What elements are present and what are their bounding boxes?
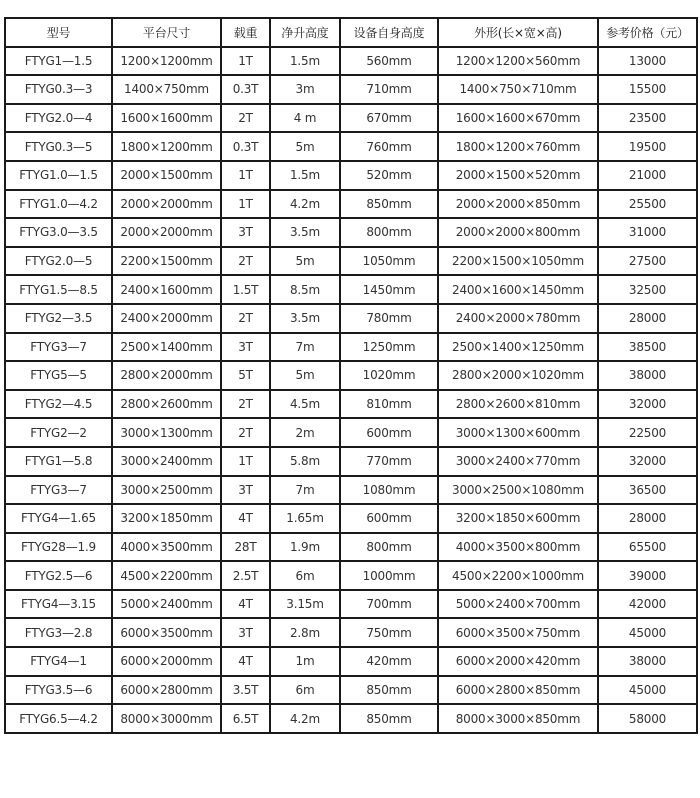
cell-dimensions: 4000×3500×800mm <box>438 533 598 562</box>
cell-price: 32500 <box>598 275 697 304</box>
cell-load: 2T <box>221 304 270 333</box>
cell-lift-height: 1.65m <box>270 504 340 533</box>
cell-load: 2T <box>221 390 270 419</box>
cell-load: 0.3T <box>221 75 270 104</box>
cell-model: FTYG3—7 <box>5 333 112 362</box>
cell-load: 1.5T <box>221 275 270 304</box>
cell-platform-size: 2400×2000mm <box>112 304 221 333</box>
table-row <box>5 447 697 476</box>
cell-self-height: 560mm <box>340 47 438 76</box>
cell-model: FTYG6.5—4.2 <box>5 704 112 733</box>
cell-dimensions: 6000×3500×750mm <box>438 618 598 647</box>
cell-dimensions: 5000×2400×700mm <box>438 590 598 619</box>
cell-dimensions: 2800×2600×810mm <box>438 390 598 419</box>
cell-dimensions: 3200×1850×600mm <box>438 504 598 533</box>
cell-self-height: 850mm <box>340 704 438 733</box>
cell-self-height: 1080mm <box>340 476 438 505</box>
cell-price: 65500 <box>598 533 697 562</box>
cell-price: 38000 <box>598 647 697 676</box>
cell-self-height: 810mm <box>340 390 438 419</box>
cell-platform-size: 2000×1500mm <box>112 161 221 190</box>
cell-dimensions: 2800×2000×1020mm <box>438 361 598 390</box>
cell-self-height: 1050mm <box>340 247 438 276</box>
cell-lift-height: 1m <box>270 647 340 676</box>
cell-price: 42000 <box>598 590 697 619</box>
cell-model: FTYG2.0—5 <box>5 247 112 276</box>
table-row <box>5 304 697 333</box>
cell-model: FTYG3.0—3.5 <box>5 218 112 247</box>
cell-model: FTYG2.0—4 <box>5 104 112 133</box>
table-row <box>5 618 697 647</box>
cell-lift-height: 1.5m <box>270 161 340 190</box>
cell-dimensions: 3000×1300×600mm <box>438 418 598 447</box>
cell-price: 22500 <box>598 418 697 447</box>
cell-dimensions: 2400×1600×1450mm <box>438 275 598 304</box>
cell-platform-size: 1400×750mm <box>112 75 221 104</box>
cell-lift-height: 6m <box>270 561 340 590</box>
cell-price: 39000 <box>598 561 697 590</box>
cell-load: 28T <box>221 533 270 562</box>
cell-lift-height: 2m <box>270 418 340 447</box>
cell-platform-size: 4000×3500mm <box>112 533 221 562</box>
cell-model: FTYG3—7 <box>5 476 112 505</box>
cell-model: FTYG1—5.8 <box>5 447 112 476</box>
table-row <box>5 676 697 705</box>
cell-platform-size: 5000×2400mm <box>112 590 221 619</box>
cell-model: FTYG2—4.5 <box>5 390 112 419</box>
table-row <box>5 647 697 676</box>
cell-lift-height: 3.5m <box>270 304 340 333</box>
cell-self-height: 800mm <box>340 533 438 562</box>
table-row <box>5 132 697 161</box>
cell-dimensions: 2000×2000×850mm <box>438 190 598 219</box>
header-model: 型号 <box>5 18 112 47</box>
cell-self-height: 780mm <box>340 304 438 333</box>
table-row <box>5 561 697 590</box>
cell-model: FTYG2—2 <box>5 418 112 447</box>
table-row <box>5 190 697 219</box>
cell-price: 36500 <box>598 476 697 505</box>
cell-platform-size: 3000×2400mm <box>112 447 221 476</box>
cell-lift-height: 5m <box>270 132 340 161</box>
cell-lift-height: 4.5m <box>270 390 340 419</box>
cell-platform-size: 4500×2200mm <box>112 561 221 590</box>
cell-dimensions: 1600×1600×670mm <box>438 104 598 133</box>
cell-model: FTYG1.5—8.5 <box>5 275 112 304</box>
cell-model: FTYG4—1 <box>5 647 112 676</box>
cell-platform-size: 8000×3000mm <box>112 704 221 733</box>
cell-platform-size: 1200×1200mm <box>112 47 221 76</box>
cell-dimensions: 2000×2000×800mm <box>438 218 598 247</box>
cell-load: 3T <box>221 218 270 247</box>
cell-model: FTYG0.3—3 <box>5 75 112 104</box>
cell-price: 31000 <box>598 218 697 247</box>
cell-self-height: 770mm <box>340 447 438 476</box>
cell-self-height: 520mm <box>340 161 438 190</box>
cell-lift-height: 1.5m <box>270 47 340 76</box>
cell-self-height: 750mm <box>340 618 438 647</box>
cell-self-height: 1250mm <box>340 333 438 362</box>
table-row <box>5 704 697 733</box>
cell-load: 3T <box>221 618 270 647</box>
cell-platform-size: 2800×2000mm <box>112 361 221 390</box>
header-self-height: 设备自身高度 <box>340 18 438 47</box>
cell-load: 1T <box>221 47 270 76</box>
cell-load: 2T <box>221 418 270 447</box>
cell-load: 2T <box>221 104 270 133</box>
cell-lift-height: 3.5m <box>270 218 340 247</box>
cell-dimensions: 2500×1400×1250mm <box>438 333 598 362</box>
cell-model: FTYG1.0—1.5 <box>5 161 112 190</box>
cell-lift-height: 7m <box>270 333 340 362</box>
cell-load: 4T <box>221 590 270 619</box>
table-row <box>5 504 697 533</box>
cell-lift-height: 3m <box>270 75 340 104</box>
cell-load: 4T <box>221 504 270 533</box>
cell-self-height: 850mm <box>340 676 438 705</box>
cell-price: 21000 <box>598 161 697 190</box>
cell-price: 38500 <box>598 333 697 362</box>
cell-price: 13000 <box>598 47 697 76</box>
cell-model: FTYG2.5—6 <box>5 561 112 590</box>
table-row <box>5 361 697 390</box>
cell-platform-size: 2000×2000mm <box>112 218 221 247</box>
table-row <box>5 161 697 190</box>
cell-dimensions: 6000×2000×420mm <box>438 647 598 676</box>
table-row <box>5 247 697 276</box>
header-price: 参考价格（元） <box>598 18 697 47</box>
cell-self-height: 1020mm <box>340 361 438 390</box>
header-row <box>5 18 697 47</box>
cell-lift-height: 2.8m <box>270 618 340 647</box>
cell-dimensions: 2200×1500×1050mm <box>438 247 598 276</box>
header-platform-size: 平台尺寸 <box>112 18 221 47</box>
table-row <box>5 390 697 419</box>
cell-platform-size: 2800×2600mm <box>112 390 221 419</box>
table-row <box>5 47 697 76</box>
cell-price: 15500 <box>598 75 697 104</box>
table-row <box>5 533 697 562</box>
cell-platform-size: 3000×1300mm <box>112 418 221 447</box>
cell-self-height: 800mm <box>340 218 438 247</box>
cell-load: 2T <box>221 247 270 276</box>
cell-dimensions: 1400×750×710mm <box>438 75 598 104</box>
cell-self-height: 1000mm <box>340 561 438 590</box>
cell-lift-height: 1.9m <box>270 533 340 562</box>
cell-price: 38000 <box>598 361 697 390</box>
cell-platform-size: 6000×3500mm <box>112 618 221 647</box>
cell-model: FTYG3.5—6 <box>5 676 112 705</box>
cell-model: FTYG28—1.9 <box>5 533 112 562</box>
cell-dimensions: 1200×1200×560mm <box>438 47 598 76</box>
cell-dimensions: 2400×2000×780mm <box>438 304 598 333</box>
cell-dimensions: 2000×1500×520mm <box>438 161 598 190</box>
cell-load: 2.5T <box>221 561 270 590</box>
cell-price: 45000 <box>598 618 697 647</box>
cell-platform-size: 6000×2800mm <box>112 676 221 705</box>
cell-price: 25500 <box>598 190 697 219</box>
cell-price: 32000 <box>598 447 697 476</box>
cell-self-height: 600mm <box>340 418 438 447</box>
spec-price-table <box>4 17 698 734</box>
table-row <box>5 75 697 104</box>
cell-platform-size: 2200×1500mm <box>112 247 221 276</box>
cell-model: FTYG5—5 <box>5 361 112 390</box>
cell-platform-size: 3000×2500mm <box>112 476 221 505</box>
cell-load: 5T <box>221 361 270 390</box>
cell-dimensions: 4500×2200×1000mm <box>438 561 598 590</box>
cell-lift-height: 5m <box>270 361 340 390</box>
cell-self-height: 850mm <box>340 190 438 219</box>
cell-model: FTYG4—3.15 <box>5 590 112 619</box>
cell-self-height: 600mm <box>340 504 438 533</box>
cell-load: 6.5T <box>221 704 270 733</box>
cell-price: 28000 <box>598 504 697 533</box>
cell-load: 1T <box>221 447 270 476</box>
cell-load: 3T <box>221 476 270 505</box>
cell-platform-size: 1600×1600mm <box>112 104 221 133</box>
table-row <box>5 476 697 505</box>
cell-model: FTYG1.0—4.2 <box>5 190 112 219</box>
table-row <box>5 418 697 447</box>
cell-dimensions: 8000×3000×850mm <box>438 704 598 733</box>
cell-load: 3T <box>221 333 270 362</box>
cell-lift-height: 6m <box>270 676 340 705</box>
cell-load: 1T <box>221 190 270 219</box>
cell-lift-height: 4.2m <box>270 190 340 219</box>
cell-platform-size: 6000×2000mm <box>112 647 221 676</box>
cell-lift-height: 4.2m <box>270 704 340 733</box>
header-load: 载重 <box>221 18 270 47</box>
cell-dimensions: 6000×2800×850mm <box>438 676 598 705</box>
cell-dimensions: 3000×2400×770mm <box>438 447 598 476</box>
cell-load: 0.3T <box>221 132 270 161</box>
table-row <box>5 104 697 133</box>
cell-self-height: 670mm <box>340 104 438 133</box>
cell-platform-size: 3200×1850mm <box>112 504 221 533</box>
cell-price: 45000 <box>598 676 697 705</box>
cell-price: 27500 <box>598 247 697 276</box>
cell-lift-height: 4 m <box>270 104 340 133</box>
header-dimensions: 外形(长×宽×高) <box>438 18 598 47</box>
cell-self-height: 710mm <box>340 75 438 104</box>
cell-lift-height: 5m <box>270 247 340 276</box>
cell-price: 58000 <box>598 704 697 733</box>
cell-model: FTYG3—2.8 <box>5 618 112 647</box>
cell-price: 23500 <box>598 104 697 133</box>
cell-platform-size: 2500×1400mm <box>112 333 221 362</box>
cell-model: FTYG1—1.5 <box>5 47 112 76</box>
cell-lift-height: 3.15m <box>270 590 340 619</box>
cell-price: 32000 <box>598 390 697 419</box>
cell-load: 1T <box>221 161 270 190</box>
cell-self-height: 760mm <box>340 132 438 161</box>
cell-platform-size: 2000×2000mm <box>112 190 221 219</box>
table-row <box>5 590 697 619</box>
cell-dimensions: 3000×2500×1080mm <box>438 476 598 505</box>
cell-self-height: 700mm <box>340 590 438 619</box>
table-row <box>5 218 697 247</box>
header-lift-height: 净升高度 <box>270 18 340 47</box>
cell-self-height: 420mm <box>340 647 438 676</box>
cell-price: 19500 <box>598 132 697 161</box>
cell-lift-height: 7m <box>270 476 340 505</box>
table-row <box>5 333 697 362</box>
cell-load: 4T <box>221 647 270 676</box>
cell-model: FTYG2—3.5 <box>5 304 112 333</box>
table-row <box>5 275 697 304</box>
cell-model: FTYG4—1.65 <box>5 504 112 533</box>
cell-load: 3.5T <box>221 676 270 705</box>
cell-model: FTYG0.3—5 <box>5 132 112 161</box>
cell-self-height: 1450mm <box>340 275 438 304</box>
cell-dimensions: 1800×1200×760mm <box>438 132 598 161</box>
cell-lift-height: 8.5m <box>270 275 340 304</box>
cell-platform-size: 2400×1600mm <box>112 275 221 304</box>
cell-lift-height: 5.8m <box>270 447 340 476</box>
cell-platform-size: 1800×1200mm <box>112 132 221 161</box>
cell-price: 28000 <box>598 304 697 333</box>
